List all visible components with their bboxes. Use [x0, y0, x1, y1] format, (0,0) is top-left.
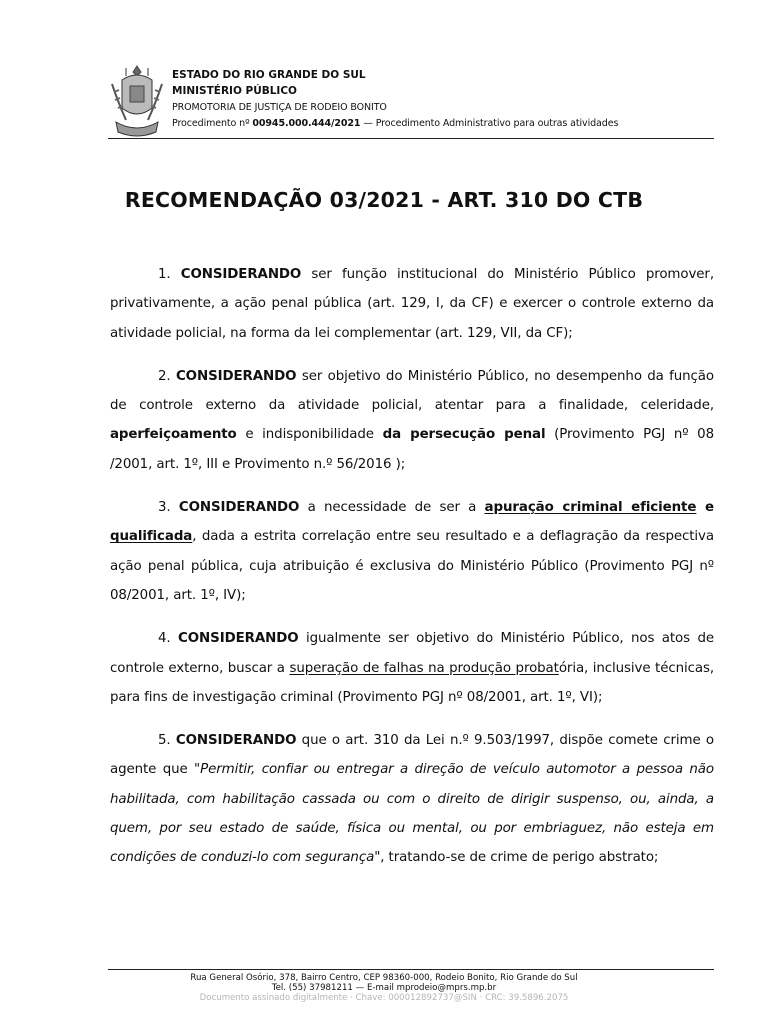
- footer-contact: Tel. (55) 37981211 — E-mail mprodeio@mprs.mp.br: [271, 983, 497, 993]
- document-footer: [0, 973, 768, 1003]
- digital-signature-line: Documento assinado digitalmente · Chave: 000012892737@SIN · CRC: 39.5896.2075: [199, 993, 569, 1003]
- procedure-number: 00945.000.444/2021: [252, 118, 361, 130]
- paragraph-4: 4. CONSIDERANDO igualmente ser objetivo do Ministério Público, nos atos de controle externo, buscar a superação de falhas na produção probatória, inclusive técnicas, para fins de investigação criminal (Provimento PGJ nº 08/2001, art. 1º, VI);: [110, 631, 715, 705]
- paragraph-1: 1. CONSIDERANDO ser função institucional do Ministério Público promover, privativamente, a ação penal pública (art. 129, I, da CF) e exercer o controle externo da atividade policial, na forma da lei complementar (art. 129, VII, da CF);: [110, 267, 714, 341]
- document-body: [110, 260, 714, 887]
- ministry-name: MINISTÉRIO PÚBLICO: [172, 85, 297, 98]
- state-name: ESTADO DO RIO GRANDE DO SUL: [172, 69, 366, 81]
- procedure-line: Procedimento nº 00945.000.444/2021 — Procedimento Administrativo para outras atividades: [172, 118, 619, 130]
- paragraph-3: 3. CONSIDERANDO a necessidade de ser a apuração criminal eficiente e qualificada, dada a estrita correlação entre seu resultado e a deflagração da respectiva ação penal pública, cuja atribuição é exclusiva do Ministério Público (Provimento PGJ nº 08/2001, art. 1º, IV);: [110, 500, 715, 603]
- paragraph-2: 2. CONSIDERANDO ser objetivo do Ministério Público, no desempenho da função de controle externo da atividade policial, atentar para a finalidade, celeridade, aperfeiçoamento e indisponibilidade da persecução penal (Provimento PGJ nº 08 /2001, art. 1º, III e Provimento n.º 56/2016 );: [110, 368, 715, 472]
- document-header: [108, 62, 714, 140]
- office-name: PROMOTORIA DE JUSTIÇA DE RODEIO BONITO: [172, 101, 387, 113]
- header-divider: [108, 138, 714, 139]
- footer-address: Rua General Osório, 378, Bairro Centro, CEP 98360-000, Rodeio Bonito, Rio Grande do Sul: [190, 973, 578, 983]
- header-text-block: [172, 67, 618, 133]
- paragraph-5: 5. CONSIDERANDO que o art. 310 da Lei n.º 9.503/1997, dispõe comete crime o agente que "Permitir, confiar ou entregar a direção de veículo automotor a pessoa não habilitada, com habilitação cassada ou com o direito de dirigir suspenso, ou, ainda, a quem, por seu estado de saúde, física ou mental, ou por embriaguez, não esteja em condições de conduzi-lo com segurança", tratando-se de crime de perigo abstrato;: [110, 733, 714, 866]
- footer-divider: [108, 969, 714, 970]
- document-title: RECOMENDAÇÃO 03/2021 - ART. 310 DO CTB: [124, 188, 644, 212]
- coat-of-arms-rs-icon: [108, 62, 166, 138]
